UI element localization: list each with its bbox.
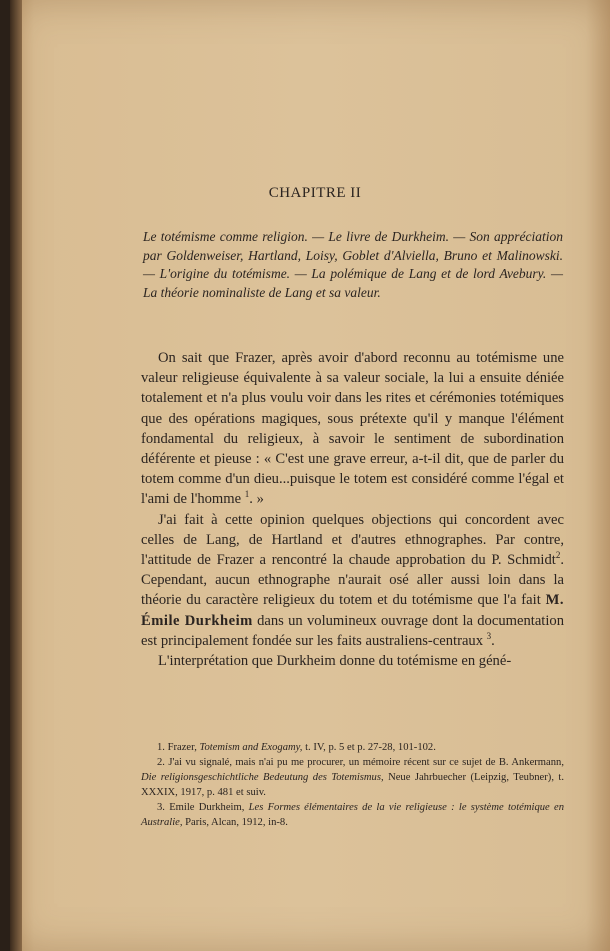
paragraph-1-end: . » — [249, 491, 264, 508]
summary-text: Le totémisme comme religion. — Le livre de Durkheim. — Son appréciation par Goldenweiser, Hartland, Loisy, Goblet d'Alviella, Bruno et Malinowski. — L'origine du totémisme. — La polémique de Lang et de lord Avebury. — La théorie nominaliste de Lang et sa valeur. — [143, 229, 563, 300]
paragraph-2-text-a: J'ai fait à cette opinion quelques objections qui concordent avec celles de Lang, de Hartland et d'autres ethnographes. Par contre, l'attitude de Frazer a rencontré la chaude approbation du P. Schmidt — [141, 511, 564, 569]
paragraph-3: L'interprétation que Durkheim donne du totémisme en géné- — [158, 653, 512, 670]
page-gutter — [10, 0, 22, 951]
footnote-2-number: 2. — [157, 757, 165, 768]
footnote-1-number: 1. — [157, 742, 165, 753]
chapter-heading: CHAPITRE II — [268, 185, 362, 201]
book-page — [10, 0, 610, 951]
footnote-2-text-b: Neue Jahrbuecher (Leipzig, Teubner), t. XXXIX, 1917, p. 481 et suiv. — [141, 772, 564, 798]
paragraph-1 — [141, 348, 564, 510]
paragraph-2-end: . — [491, 632, 495, 649]
footnote-1-title: Totemism and Exogamy, — [199, 742, 303, 753]
footnote-3-number: 3. — [157, 802, 165, 813]
footnote-1 — [141, 740, 564, 755]
author-name: M. Émile Durkheim — [141, 592, 564, 629]
footnotes — [141, 740, 564, 830]
footnote-3-title: Les Formes élémentaires de la vie religieuse : le système totémique en Australie, — [141, 802, 564, 828]
paragraph-1-text: On sait que Frazer, après avoir d'abord reconnu au totémisme une valeur religieuse équivalente à sa valeur sociale, la lui a ensuite déniée totalement et n'a plus voulu voir dans les rites et cérémonies totémiques que des opérations magiques, sous prétexte qu'il y manque l'élément fondamental du religieux, à savoir le sentiment de subordination déférente et pieuse : « C'est une grave erreur, a-t-il dit, que de parler du totem comme d'un dieu...puisque le totem est considéré comme l'égal et l'ami de l'homme — [141, 350, 564, 508]
footnote-ref-3: 3 — [486, 630, 492, 641]
footnote-3-rest: Paris, Alcan, 1912, in-8. — [185, 817, 288, 828]
footnote-1-author: Frazer, — [167, 742, 197, 753]
body-text — [141, 348, 564, 671]
footnote-2 — [141, 755, 564, 800]
paragraph-2-text-b: . Cependant, aucun ethnographe n'aurait osé aller aussi loin dans la théorie du caractère religieux du totem et du totémisme que l'a fait — [141, 552, 564, 609]
footnote-3-author: Emile Durkheim, — [169, 802, 245, 813]
footnote-ref-2: 2 — [555, 550, 561, 561]
chapter-summary — [143, 228, 563, 302]
footnote-ref-1: 1 — [244, 489, 250, 500]
footnote-2-title: Die religionsgeschichtliche Bedeutung des Totemismus, — [141, 772, 384, 783]
footnote-2-text-a: J'ai vu signalé, mais n'ai pu me procurer, un mémoire récent sur ce sujet de B. Ankermann, — [168, 757, 564, 768]
footnote-1-rest: t. IV, p. 5 et p. 27-28, 101-102. — [305, 742, 436, 753]
footnote-3 — [141, 800, 564, 830]
paragraph-2-text-c: dans un volumineux ouvrage dont la documentation est principalement fondée sur les faits australiens-centraux — [141, 612, 564, 649]
paragraph-2 — [141, 510, 564, 651]
